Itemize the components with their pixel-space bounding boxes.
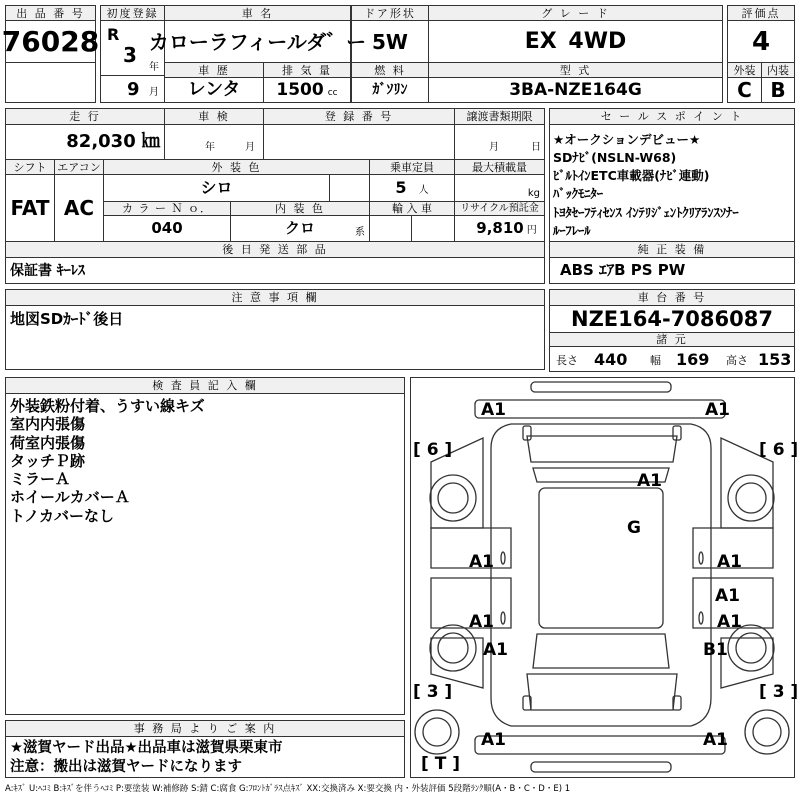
- specs-label: 諸 元: [549, 332, 795, 347]
- length-label: 長さ: [556, 354, 578, 367]
- reg-month-cell: [100, 75, 165, 103]
- mark-right-front-door: A1: [717, 552, 742, 572]
- door-type: 5W: [351, 20, 429, 63]
- displacement-label: 排 気 量: [263, 62, 351, 78]
- notes-box: [5, 305, 545, 370]
- recycle-label: リサイクル預託金: [454, 201, 545, 216]
- recycle: 9,810: [476, 219, 524, 237]
- notes-label: 注 意 事 項 欄: [5, 289, 545, 306]
- ext-color-label: 外 装 色: [103, 159, 370, 175]
- inspection-label: 車 検: [164, 108, 264, 125]
- lot-no-label: 出 品 番 号: [5, 5, 96, 21]
- exterior-label: 外装: [727, 62, 762, 78]
- int-color-label: 内 装 色: [230, 201, 370, 216]
- mark-right-rear-door: A1: [717, 612, 742, 632]
- max-load-unit: kg: [527, 188, 540, 199]
- mileage-label: 走 行: [5, 108, 165, 125]
- lot-number: 76028: [5, 20, 96, 63]
- inspector-box: [5, 393, 405, 715]
- color-no-label: カ ラ ー Ｎ ｏ．: [103, 201, 231, 216]
- color-no: 040: [103, 215, 231, 242]
- later-parts: 保証書 ｷｰﾚｽ: [5, 257, 545, 284]
- car-name: カローラフィールダ゛ー: [164, 20, 351, 63]
- damage-diagram: [410, 377, 799, 778]
- mark-windshield: G: [627, 518, 641, 538]
- era: R: [107, 25, 120, 44]
- legend: A:ｷｽﾞ U:ﾍｺﾐ B:ｷｽﾞを伴うﾍｺﾐ P:要塗装 W:補修跡 S:錆 C:腐食 G:ﾌﾛﾝﾄｶﾞﾗｽ点ｷｽﾞ XX:交換済み X:要交換 内・外装評価 5段階ﾗﾝｸ順(A・B・C・D・E) 1: [5, 784, 571, 794]
- mark-rear-bumper-right: A1: [703, 730, 728, 750]
- spare-tire: [ T ]: [421, 754, 460, 774]
- specs: [549, 346, 795, 372]
- mark-left-rear-fender: A1: [483, 640, 508, 660]
- tire-rear-left: [ 3 ]: [413, 682, 453, 702]
- import-label: 輸 入 車: [369, 201, 455, 216]
- model-code: 3BA-NZE164G: [428, 77, 723, 103]
- office-box: [5, 736, 405, 778]
- tire-rear-right: [ 3 ]: [759, 682, 799, 702]
- ext-color-extra: [329, 174, 370, 202]
- height: 153: [758, 350, 792, 369]
- shift: FAT: [5, 174, 55, 242]
- exterior-grade: C: [727, 77, 762, 103]
- reg-no: [263, 124, 455, 160]
- notes: 地図SDｶｰﾄﾞ後日: [10, 310, 124, 328]
- max-load-label: 最大積載量: [454, 159, 545, 175]
- tire-front-right: [ 6 ]: [759, 440, 799, 460]
- later-parts-label: 後 日 発 送 部 品: [5, 241, 545, 258]
- sales-box: [549, 124, 795, 242]
- import-cell-2: [411, 215, 455, 242]
- transfer-month-unit: 月: [489, 142, 499, 153]
- mark-right-rear-fender: B1: [703, 640, 728, 660]
- height-label: 高さ: [726, 354, 748, 367]
- door-label: ドア形状: [351, 5, 429, 21]
- recycle-unit: 円: [526, 225, 537, 236]
- rating-label: 評価点: [727, 5, 795, 21]
- grade-label: グ レ ー ド: [428, 5, 723, 21]
- mark-rear-bumper-left: A1: [481, 730, 506, 750]
- reg-year: 3: [123, 43, 137, 67]
- transfer-date: [454, 124, 545, 160]
- max-load: [454, 174, 545, 202]
- car-diagram-outline: [411, 378, 793, 776]
- office-notes: ★滋賀ヤード出品★出品車は滋賀県栗東市 注意：搬出は滋賀ヤードになります: [10, 740, 283, 775]
- lot-blank: [5, 62, 96, 103]
- inspection-date: [164, 124, 264, 160]
- import-cell-1: [369, 215, 412, 242]
- displacement: 1500: [276, 79, 324, 100]
- chassis-number: NZE164-7086087: [549, 305, 795, 333]
- chassis-label: 車 台 番 号: [549, 289, 795, 306]
- history-label: 車 歴: [164, 62, 264, 78]
- displacement-unit: cc: [327, 87, 338, 98]
- inspector-label: 検 査 員 記 入 欄: [5, 377, 405, 394]
- interior-label: 内装: [761, 62, 795, 78]
- reg-no-label: 登 録 番 号: [263, 108, 455, 125]
- int-color: クロ: [284, 219, 315, 237]
- history: レンタ: [164, 77, 264, 103]
- office-label: 事 務 局 よ り ご 案 内: [5, 720, 405, 737]
- equip-label: 純 正 装 備: [549, 241, 795, 258]
- aircon: AC: [54, 174, 104, 242]
- ext-color: シロ: [103, 174, 330, 202]
- mark-front-bumper-left: A1: [481, 400, 506, 420]
- fuel: ｶﾞｿﾘﾝ: [351, 77, 429, 103]
- tire-front-left: [ 6 ]: [413, 440, 453, 460]
- aircon-label: エアコン: [54, 159, 104, 175]
- car-name-label: 車 名: [164, 5, 351, 21]
- shift-label: シフト: [5, 159, 55, 175]
- inspector-notes: 外装鉄粉付着、うすい線キズ 室内内張傷 荷室内張傷 タッチＰ跡 ミラーＡ ホイールカバーＡ トノカバーなし: [10, 397, 205, 525]
- model-label: 型 式: [428, 62, 723, 78]
- width: 169: [676, 350, 710, 369]
- mark-left-front-door: A1: [469, 552, 494, 572]
- mark-front-bumper-right: A1: [705, 400, 730, 420]
- reg-month: 9: [127, 79, 140, 100]
- capacity-label: 乗車定員: [369, 159, 455, 175]
- length: 440: [594, 350, 628, 369]
- rating: 4: [727, 20, 795, 63]
- grade: EX 4WD: [428, 20, 723, 63]
- first-reg-label: 初度登録: [100, 5, 165, 21]
- transfer-label: 譲渡書類期限: [454, 108, 545, 125]
- month-unit: 月: [149, 87, 159, 98]
- displacement-cell: [263, 77, 351, 103]
- mark-right-pillar: A1: [715, 586, 740, 606]
- capacity-cell: [369, 174, 455, 202]
- capacity: 5: [395, 178, 407, 197]
- sales-points: ★オークションデビュー★ SDﾅﾋﾞ(NSLN-W68) ﾋﾞﾙﾄｲﾝETC車載器(ﾅﾋﾞ連動) ﾊﾞｯｸﾓﾆﾀｰ ﾄﾖﾀｾｰﾌﾃｨｾﾝｽ ｲﾝﾃﾘｼﾞｪﾝﾄｸﾘｱﾗﾝｽｿﾅｰ ﾙｰﾌﾚｰﾙ: [553, 132, 739, 238]
- fuel-label: 燃 料: [351, 62, 429, 78]
- int-color-unit: 系: [355, 227, 365, 238]
- equipment: ABS ｴｱB PS PW: [549, 257, 795, 284]
- sales-label: セ ー ル ス ポ イ ン ト: [549, 108, 795, 125]
- mark-bonnet: A1: [637, 471, 662, 491]
- inspection-year-unit: 年: [205, 142, 215, 153]
- interior-grade: B: [761, 77, 795, 103]
- transfer-day-unit: 日: [531, 142, 541, 153]
- capacity-unit: 人: [418, 185, 429, 196]
- mileage: 82,030 ㎞: [5, 124, 165, 160]
- inspection-month-unit: 月: [245, 142, 255, 153]
- width-label: 幅: [650, 354, 661, 367]
- int-color-cell: [230, 215, 370, 242]
- recycle-cell: [454, 215, 545, 242]
- year-unit: 年: [149, 62, 159, 73]
- mark-left-rear-door: A1: [469, 612, 494, 632]
